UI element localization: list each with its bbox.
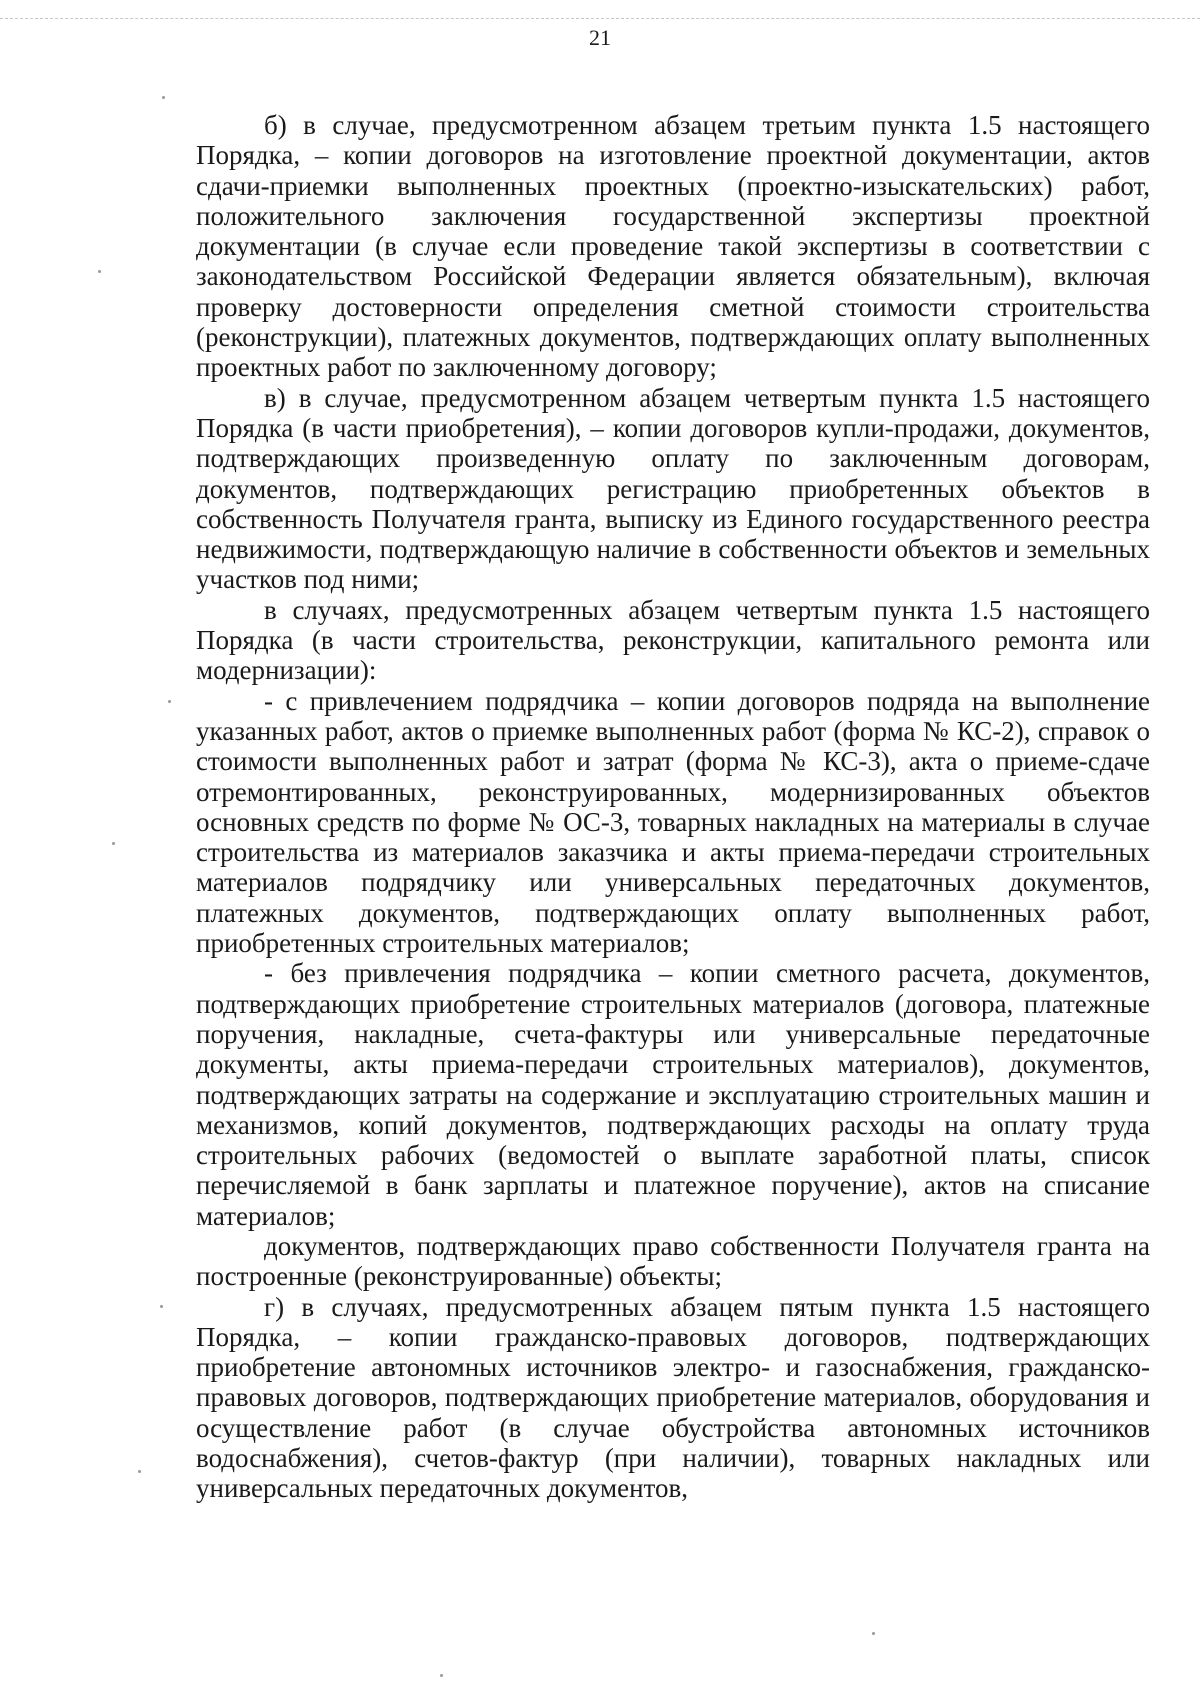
scan-speck: [168, 700, 171, 703]
paragraph-ownership-documents: документов, подтверждающих право собственности Получателя гранта на построенные (реконструированные) объекты;: [196, 1230, 1150, 1292]
paragraph-v: в) в случае, предусмотренном абзацем четвертым пункта 1.5 настоящего Порядка (в части приобретения), – копии договоров купли-продажи, документов, подтверждающих произведенную оплату по заключенным договорам, документов, подтверждающих регистрацию приобретенных объектов в собственность Получателя гранта, выписку из Единого государственного реестра недвижимости, подтверждающую наличие в собственности объектов и земельных участков под ними;: [196, 382, 1150, 595]
paragraph-with-contractor: - с привлечением подрядчика – копии договоров подряда на выполнение указанных работ, актов о приемке выполненных работ (форма № КС-2), справок о стоимости выполненных работ и затрат (форма № КС-3), акта о приеме-сдаче отремонтированных, реконструированных, модернизированных объектов основных средств по форме № ОС-3, товарных накладных на материалы в случае строительства из материалов заказчика и акты приема-передачи строительных материалов подрядчику или универсальных передаточных документов, платежных документов, подтверждающих оплату выполненных работ, приобретенных строительных материалов;: [196, 685, 1150, 959]
scan-speck: [162, 96, 165, 99]
paragraph-g: г) в случаях, предусмотренных абзацем пятым пункта 1.5 настоящего Порядка, – копии гражданско-правовых договоров, подтверждающих приобретение автономных источников электро- и газоснабжения, гражданско-правовых договоров, подтверждающих приобретение материалов, оборудования и осуществление работ (в случае обустройства автономных источников водоснабжения), счетов-фактур (при наличии), товарных накладных или универсальных передаточных документов,: [196, 1291, 1150, 1504]
scan-edge-line: [0, 18, 1200, 19]
paragraph-without-contractor: - без привлечения подрядчика – копии сметного расчета, документов, подтверждающих приобретение строительных материалов (договора, платежные поручения, накладные, счета-фактуры или универсальные передаточные документы, акты приема-передачи строительных материалов), документов, подтверждающих затраты на содержание и эксплуатацию строительных машин и механизмов, копий документов, подтверждающих расходы на оплату труда строительных рабочих (ведомостей о выплате заработной платы, список перечисляемой в банк зарплаты и платежное поручение), актов на списание материалов;: [196, 958, 1150, 1231]
scan-speck: [160, 1305, 163, 1308]
document-body: [196, 110, 1150, 1504]
scan-speck: [112, 842, 115, 845]
scan-speck: [440, 1674, 443, 1677]
scan-speck: [138, 1470, 141, 1473]
paragraph-construction-cases: в случаях, предусмотренных абзацем четвертым пункта 1.5 настоящего Порядка (в части строительства, реконструкции, капитального ремонта или модернизации):: [196, 594, 1150, 686]
scan-speck: [98, 270, 101, 273]
paragraph-b: б) в случае, предусмотренном абзацем третьим пункта 1.5 настоящего Порядка, – копии договоров на изготовление проектной документации, актов сдачи-приемки выполненных проектных (проектно-изыскательских) работ, положительного заключения государственной экспертизы проектной документации (в случае если проведение такой экспертизы в соответствии с законодательством Российской Федерации является обязательным), включая проверку достоверности определения сметной стоимости строительства (реконструкции), платежных документов, подтверждающих оплату выполненных проектных работ по заключенному договору;: [196, 110, 1150, 383]
page-number: 21: [589, 25, 611, 50]
scan-speck: [872, 1632, 875, 1635]
